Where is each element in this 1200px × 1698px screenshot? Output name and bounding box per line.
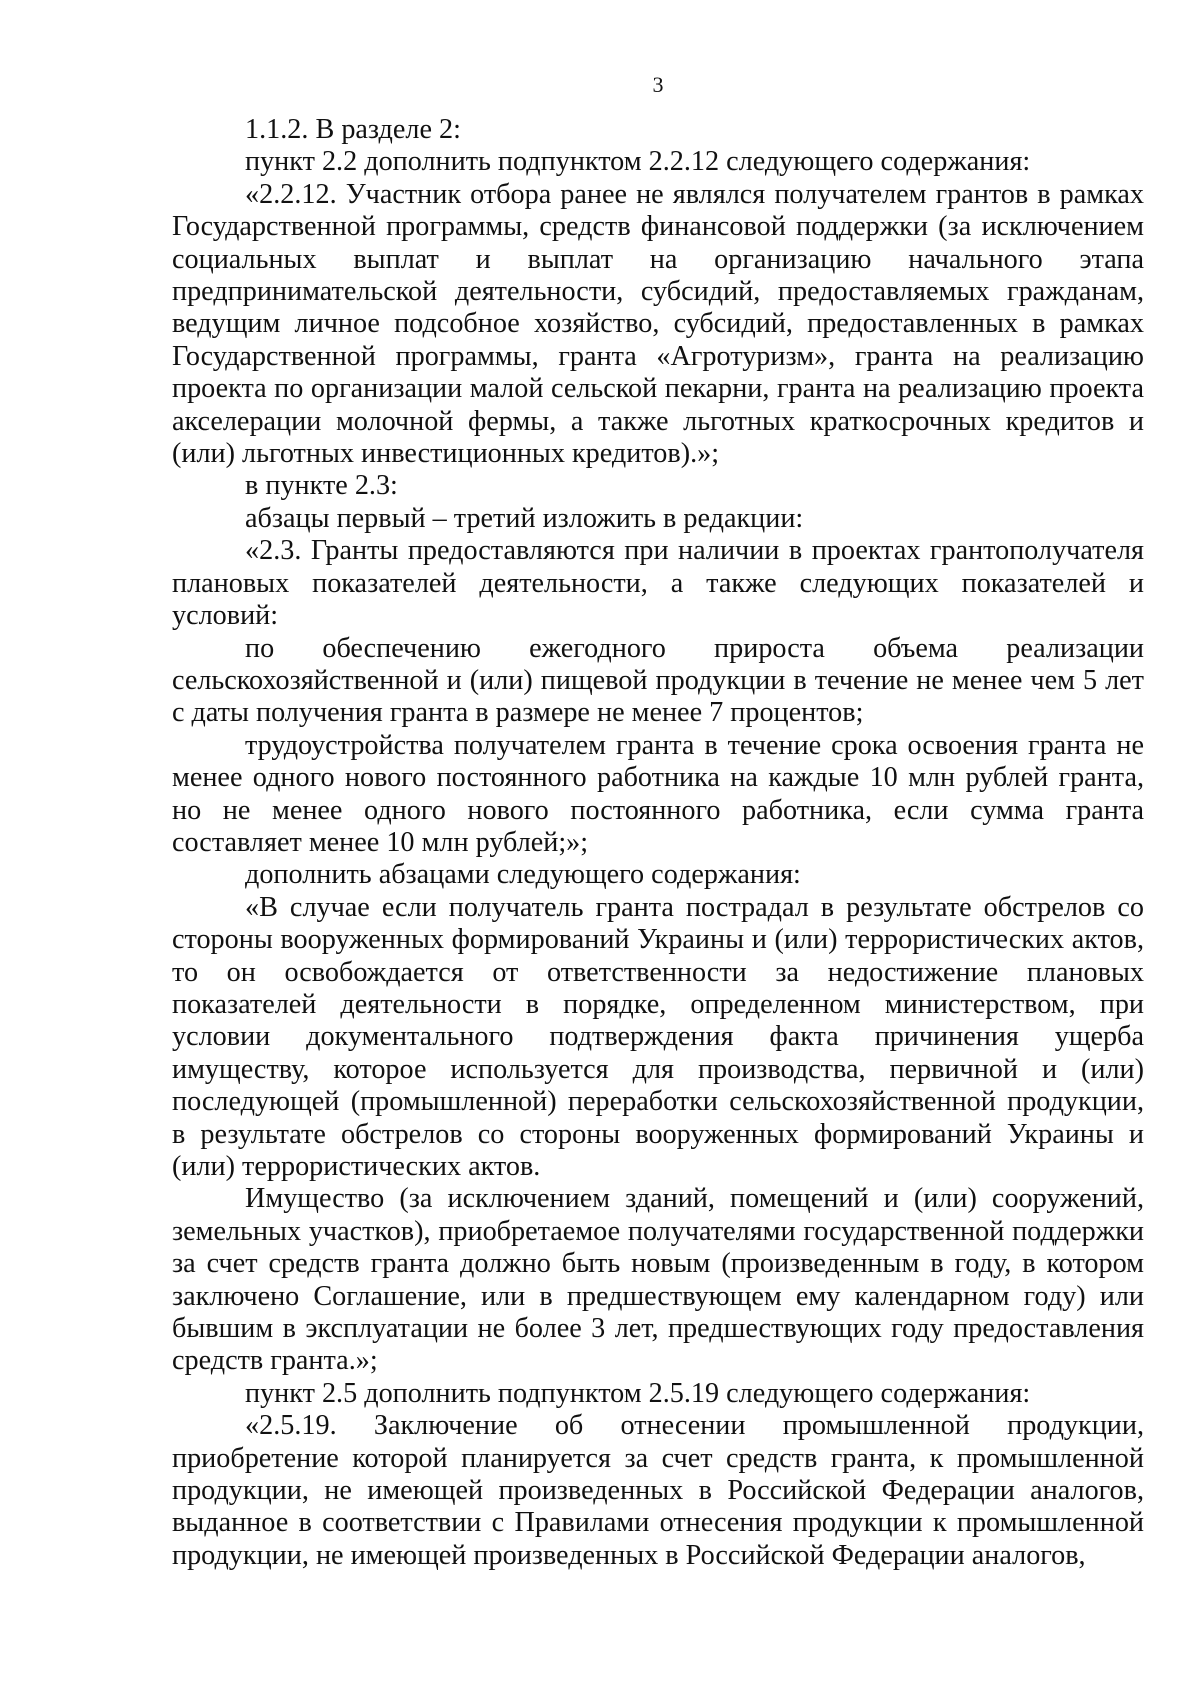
paragraph-property-requirement: Имущество (за исключением зданий, помещений и (или) сооружений, земельных участков), приобретаемое получателями государственной поддержки за счет средств гранта должно быть новым (произведенным в году, в котором заключено Соглашение, или в предшествующем ему календарном году) или бывшим в эксплуатации не более 3 лет, предшествующих году предоставления средств гранта.»; <box>172 1183 1144 1377</box>
paragraph-in-2-3: в пункте 2.3: <box>245 470 398 502</box>
paragraph-2-3-text: «2.3. Гранты предоставляются при наличии в проектах грантополучателя плановых показателей деятельности, а также следующих показателей и условий: <box>172 535 1144 632</box>
paragraph-abzacy: абзацы первый – третий изложить в редакции: <box>245 502 804 534</box>
paragraph-employment-condition: трудоустройства получателем гранта в течение срока освоения гранта не менее одного нового постоянного работника на каждые 10 млн рублей гранта, но не менее одного нового постоянного работника, если сумма гранта составляет менее 10 млн рублей;»; <box>172 729 1144 858</box>
paragraph-supplement: дополнить абзацами следующего содержания: <box>245 859 801 891</box>
paragraph-amend-2-2: пункт 2.2 дополнить подпунктом 2.2.12 следующего содержания: <box>245 146 1031 178</box>
paragraph-amend-2-5: пункт 2.5 дополнить подпунктом 2.5.19 следующего содержания: <box>245 1377 1031 1409</box>
paragraph-section-heading: 1.1.2. В разделе 2: <box>245 114 461 145</box>
paragraph-2-5-19: «2.5.19. Заключение об отнесении промышленной продукции, приобретение которой планируется за счет средств гранта, к промышленной продукции, не имеющей произведенных в Российской Федерации аналогов, выданное в соответствии с Правилами отнесения продукции к промышленной продукции, не имеющей произведенных в Российской Федерации аналогов, <box>172 1410 1144 1571</box>
paragraph-growth-condition: по обеспечению ежегодного прироста объема реализации сельскохозяйственной и (или) пищевой продукции в течение не менее чем 5 лет с даты получения гранта в размере не менее 7 процентов; <box>172 632 1144 729</box>
page-number: 3 <box>652 72 664 97</box>
paragraph-shelling-exemption: «В случае если получатель гранта пострадал в результате обстрелов со стороны вооруженных формирований Украины и (или) террористических актов, то он освобождается от ответственности за недостижение плановых показателей деятельности в порядке, определенном министерством, при условии документального подтверждения факта причинения ущерба имуществу, которое используется для производства, первичной и (или) последующей (промышленной) переработки сельскохозяйственной продукции, в результате обстрелов со стороны вооруженных формирований Украины и (или) террористических актов. <box>172 891 1144 1182</box>
document-body <box>172 114 1144 1572</box>
paragraph-2-2-12: «2.2.12. Участник отбора ранее не являлся получателем грантов в рамках Государственной программы, средств финансовой поддержки (за исключением социальных выплат и выплат на организацию начального этапа предпринимательской деятельности, субсидий, предоставляемых гражданам, ведущим личное подсобное хозяйство, субсидий, предоставленных в рамках Государственной программы, гранта «Агротуризм», гранта на реализацию проекта по организации малой сельской пекарни, гранта на реализацию проекта акселерации молочной фермы, а также льготных краткосрочных кредитов и (или) льготных инвестиционных кредитов).»; <box>172 178 1144 470</box>
